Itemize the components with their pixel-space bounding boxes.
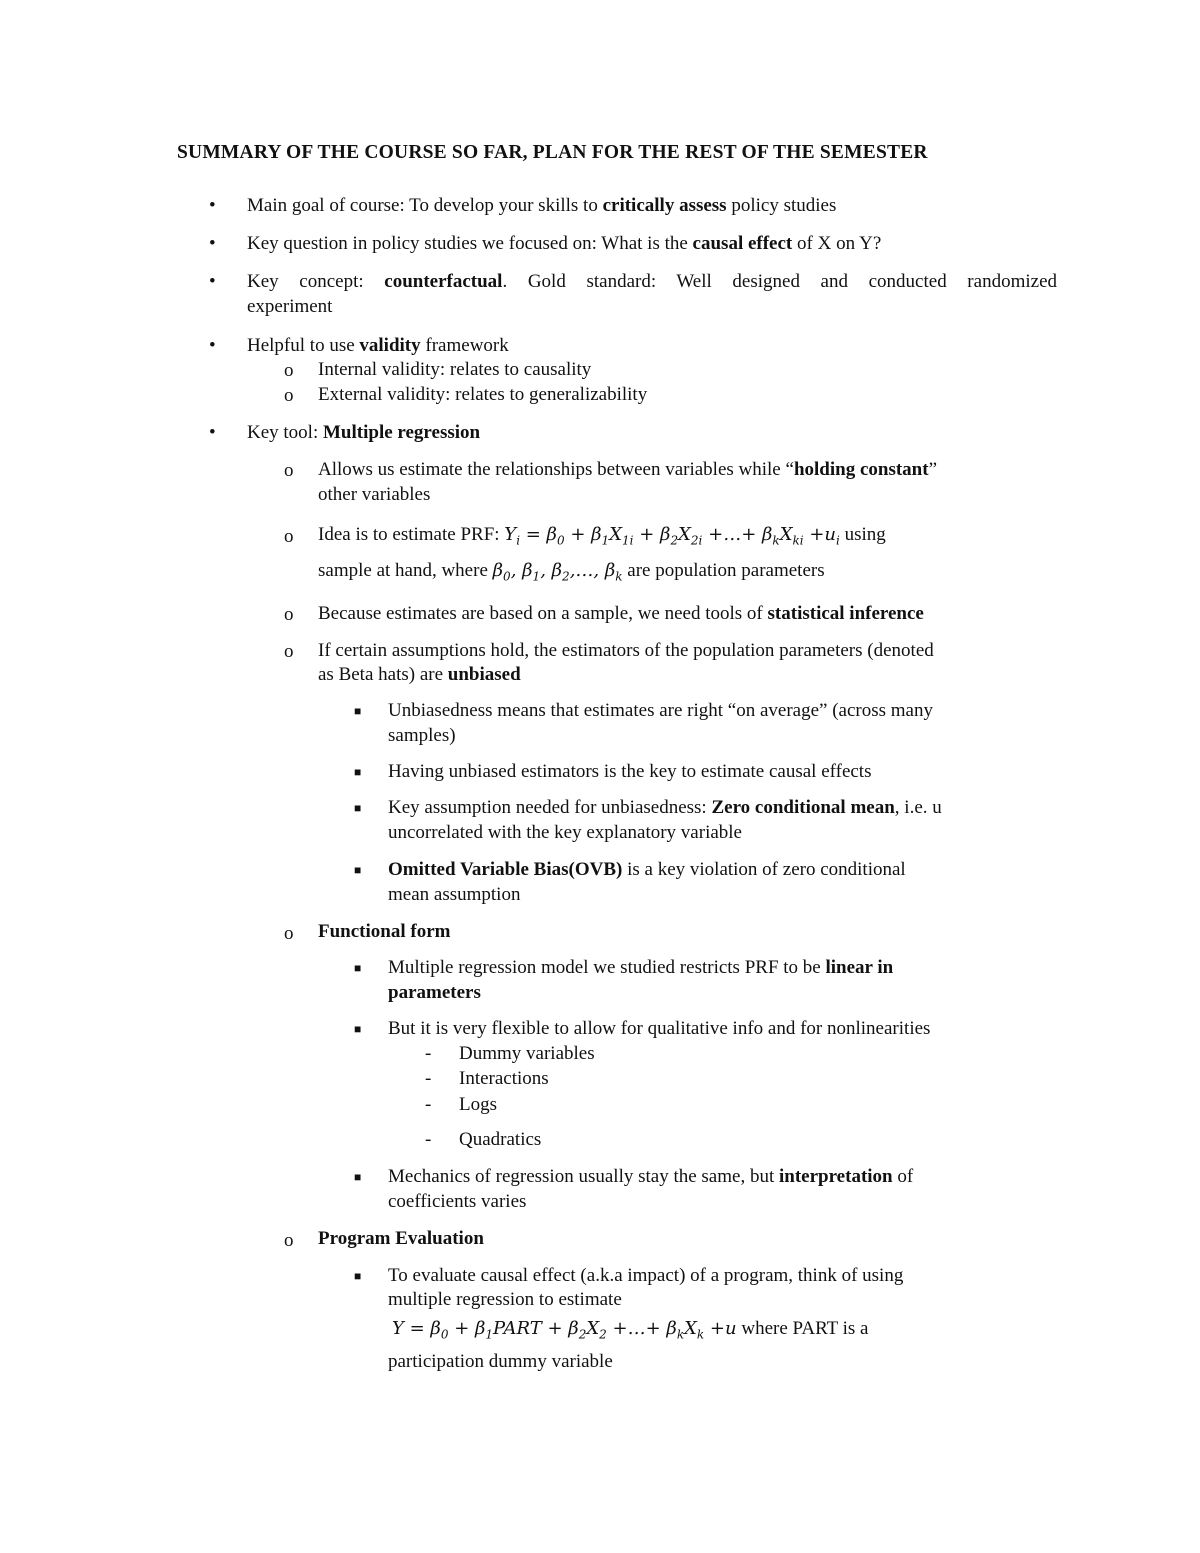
bullet-key-concept: Key concept: counterfactual. Gold standard: Well designed and conducted randomized xyxy=(247,271,1057,292)
square-bullet: ■ xyxy=(354,1022,362,1036)
sub-bullet-o: o xyxy=(284,1230,294,1251)
sub-bullet-o: o xyxy=(284,604,294,625)
prf-line: Idea is to estimate PRF: $Y_i = \beta_0 + \beta_1X_{1i} + \beta_2X_{2i}$ +…+ $\beta_kX_{ki} +u_i$ using xyxy=(318,524,886,548)
program-evaluation-heading: Program Evaluation xyxy=(318,1228,484,1249)
dash-bullet: - xyxy=(425,1068,432,1089)
bullet-key-tool: Key tool: Multiple regression xyxy=(247,422,481,443)
holding-constant-cont: other variables xyxy=(318,484,431,505)
internal-validity: Internal validity: relates to causality xyxy=(318,359,592,380)
dash-bullet: - xyxy=(425,1043,432,1064)
part-equation: $Y = \beta_0$ + $\beta_1PART + \beta_2X_2$ +…+ $\beta_kX_k +u$ xyxy=(392,1318,737,1342)
sub-bullet-o: o xyxy=(284,923,294,944)
program-eval-equation-line: $Y = \beta_0$ + $\beta_1PART + \beta_2X_2$ +…+ $\beta_kX_k +u$ where PART is a xyxy=(392,1318,869,1342)
bullet-main-goal: Main goal of course: To develop your skills to critically assess policy studies xyxy=(247,195,837,216)
square-bullet: ■ xyxy=(354,801,362,815)
dash-bullet: - xyxy=(425,1094,432,1115)
functional-form-heading: Functional form xyxy=(318,921,451,942)
square-bullet: ■ xyxy=(354,1269,362,1283)
unbiasedness-line: Unbiasedness means that estimates are right “on average” (across many xyxy=(388,700,933,721)
bullet-dot: • xyxy=(209,422,216,443)
flexible-line: But it is very flexible to allow for qualitative info and for nonlinearities xyxy=(388,1018,931,1039)
linear-in-parameters-cont: parameters xyxy=(388,982,481,1003)
list-item-interactions: Interactions xyxy=(459,1068,549,1089)
square-bullet: ■ xyxy=(354,765,362,779)
holding-constant-line: Allows us estimate the relationships between variables while “holding constant” xyxy=(318,459,937,480)
sub-bullet-o: o xyxy=(284,460,294,481)
unbiased-key-line: Having unbiased estimators is the key to estimate causal effects xyxy=(388,761,872,782)
square-bullet: ■ xyxy=(354,863,362,877)
page-title: SUMMARY OF THE COURSE SO FAR, PLAN FOR THE REST OF THE SEMESTER xyxy=(177,142,928,163)
program-eval-dummy: participation dummy variable xyxy=(388,1351,613,1372)
beta-parameters: $\beta_0$, $\beta_1$, $\beta_2,\dots$, $\beta_k$ xyxy=(492,560,623,584)
list-item-logs: Logs xyxy=(459,1094,497,1115)
statistical-inference-line: Because estimates are based on a sample, we need tools of statistical inference xyxy=(318,603,924,624)
bullet-key-question: Key question in policy studies we focused on: What is the causal effect of X on Y? xyxy=(247,233,882,254)
zero-conditional-mean-cont: uncorrelated with the key explanatory variable xyxy=(388,822,742,843)
interpretation-cont: coefficients varies xyxy=(388,1191,527,1212)
prf-equation: $Y_i = \beta_0 + \beta_1X_{1i} + \beta_2X_{2i}$ +…+ $\beta_kX_{ki} +u_i$ xyxy=(504,524,840,548)
unbiased-line: as Beta hats) are unbiased xyxy=(318,664,521,685)
list-item-quadratics: Quadratics xyxy=(459,1129,542,1150)
sub-bullet-o: o xyxy=(284,360,294,381)
external-validity: External validity: relates to generalizability xyxy=(318,384,648,405)
zero-conditional-mean-line: Key assumption needed for unbiasedness: Zero conditional mean, i.e. u xyxy=(388,797,942,818)
ovb-cont: mean assumption xyxy=(388,884,521,905)
bullet-dot: • xyxy=(209,271,216,292)
list-item-dummy: Dummy variables xyxy=(459,1043,595,1064)
interpretation-line: Mechanics of regression usually stay the same, but interpretation of xyxy=(388,1166,914,1187)
linear-in-parameters-line: Multiple regression model we studied restricts PRF to be linear in xyxy=(388,957,894,978)
square-bullet: ■ xyxy=(354,1170,362,1184)
bullet-dot: • xyxy=(209,335,216,356)
unbiasedness-cont: samples) xyxy=(388,725,456,746)
program-eval-cont: multiple regression to estimate xyxy=(388,1289,622,1310)
program-eval-line: To evaluate causal effect (a.k.a impact) of a program, think of using xyxy=(388,1265,904,1286)
sub-bullet-o: o xyxy=(284,526,294,547)
bullet-dot: • xyxy=(209,195,216,216)
square-bullet: ■ xyxy=(354,704,362,718)
bullet-key-concept-cont: experiment xyxy=(247,296,333,317)
sub-bullet-o: o xyxy=(284,641,294,662)
population-parameters-line: sample at hand, where $\beta_0$, $\beta_1$, $\beta_2,\dots$, $\beta_k$ are population parameters xyxy=(318,560,825,584)
square-bullet: ■ xyxy=(354,961,362,975)
bullet-dot: • xyxy=(209,233,216,254)
bullet-validity: Helpful to use validity framework xyxy=(247,335,509,356)
ovb-line: Omitted Variable Bias(OVB) is a key violation of zero conditional xyxy=(388,859,906,880)
dash-bullet: - xyxy=(425,1129,432,1150)
sub-bullet-o: o xyxy=(284,385,294,406)
assumptions-line: If certain assumptions hold, the estimators of the population parameters (denoted xyxy=(318,640,934,661)
